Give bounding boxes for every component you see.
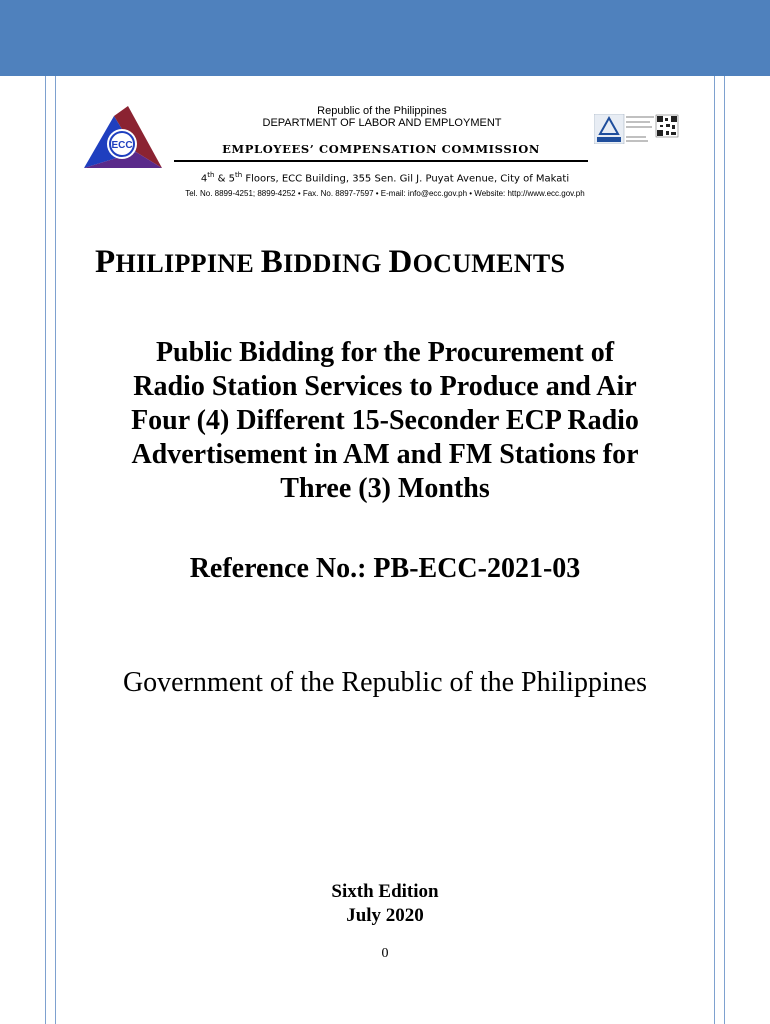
header-rule [174,160,588,162]
government-line: Government of the Republic of the Philippines [122,667,648,698]
header-department: DEPARTMENT OF LABOR AND EMPLOYMENT [262,117,502,129]
header-contact: Tel. No. 8899-4251; 8899-4252 • Fax. No. 8897-7597 • E-mail: info@ecc.gov.ph • Website: http://www.ecc.gov.ph [185,189,585,198]
top-banner [0,0,770,76]
edition-label: Sixth Edition [331,881,439,902]
edition-date: July 2020 [346,905,424,926]
project-title-line: Three (3) Months [280,473,490,504]
project-title [90,336,680,506]
edition-block [0,880,770,928]
project-title-line: Public Bidding for the Procurement of [155,337,615,368]
project-title-line: Advertisement in AM and FM Stations for [131,439,639,470]
reference-number: Reference No.: PB-ECC-2021-03 [189,553,581,584]
project-title-line: Four (4) Different 15-Seconder ECP Radio [131,405,639,436]
header-commission: EMPLOYEES’ COMPENSATION COMMISSION [222,142,540,156]
header-republic: Republic of the Philippines [317,105,447,117]
header-address: 4th & 5th Floors, ECC Building, 355 Sen. Gil J. Puyat Avenue, City of Makati [200,171,570,185]
page-number: 0 [381,946,389,961]
logo-text: ECC [111,140,133,151]
document-title: PHILIPPINE BIDDING DOCUMENTS [95,244,566,280]
project-title-line: Radio Station Services to Produce and Air [133,371,637,402]
